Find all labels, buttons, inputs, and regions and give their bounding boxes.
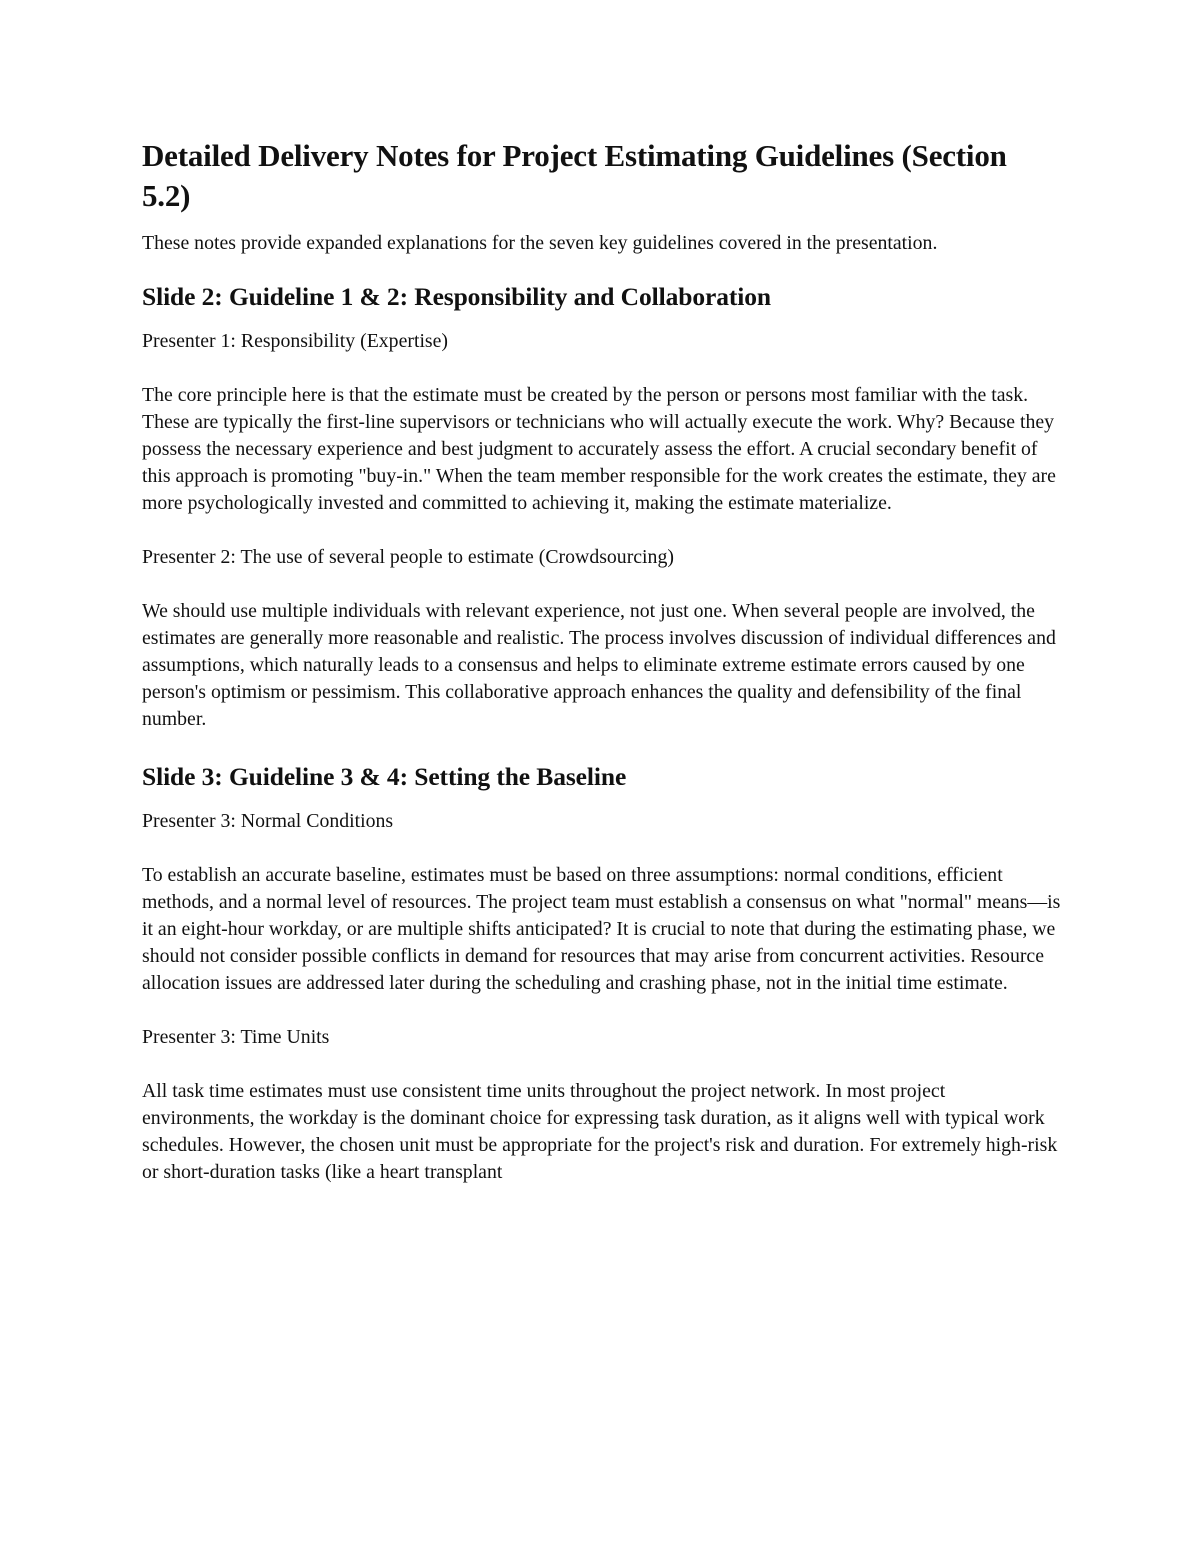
- intro-paragraph: These notes provide expanded explanations for the seven key guidelines covered in the presentation.: [142, 232, 938, 254]
- document-title: Detailed Delivery Notes for Project Estimating Guidelines (Section 5.2): [142, 138, 1007, 213]
- presenter-label: Presenter 3: Normal Conditions: [142, 810, 394, 832]
- document-page: [142, 136, 1062, 1186]
- body-paragraph: All task time estimates must use consistent time units throughout the project network. In most project environments, the workday is the dominant choice for expressing task duration, as it aligns well with typical work schedules. However, the chosen unit must be appropriate for the project's risk and duration. For extremely high-risk or short-duration tasks (like a heart transplant: [142, 1080, 1058, 1183]
- presenter-label: Presenter 3: Time Units: [142, 1026, 330, 1048]
- section-heading-slide-2: Slide 2: Guideline 1 & 2: Responsibility and Collaboration: [142, 282, 771, 311]
- body-paragraph: The core principle here is that the estimate must be created by the person or persons most familiar with the task. These are typically the first-line supervisors or technicians who will actually execute the work. Why? Because they possess the necessary experience and best judgment to accurately assess the effort. A crucial secondary benefit of this approach is promoting "buy-in." When the team member responsible for the work creates the estimate, they are more psychologically invested and committed to achieving it, making the estimate materialize.: [142, 384, 1056, 514]
- presenter-label: Presenter 1: Responsibility (Expertise): [142, 330, 449, 352]
- body-paragraph: To establish an accurate baseline, estimates must be based on three assumptions: normal conditions, efficient methods, and a normal level of resources. The project team must establish a consensus on what "normal" means—is it an eight-hour workday, or are multiple shifts anticipated? It is crucial to note that during the estimating phase, we should not consider possible conflicts in demand for resources that may arise from concurrent activities. Resource allocation issues are addressed later during the scheduling and crashing phase, not in the initial time estimate.: [142, 864, 1061, 994]
- section-heading-slide-3: Slide 3: Guideline 3 & 4: Setting the Baseline: [142, 762, 627, 791]
- presenter-label: Presenter 2: The use of several people to estimate (Crowdsourcing): [142, 546, 674, 568]
- body-paragraph: We should use multiple individuals with relevant experience, not just one. When several people are involved, the estimates are generally more reasonable and realistic. The process involves discussion of individual differences and assumptions, which naturally leads to a consensus and helps to eliminate extreme estimate errors caused by one person's optimism or pessimism. This collaborative approach enhances the quality and defensibility of the final number.: [142, 600, 1056, 730]
